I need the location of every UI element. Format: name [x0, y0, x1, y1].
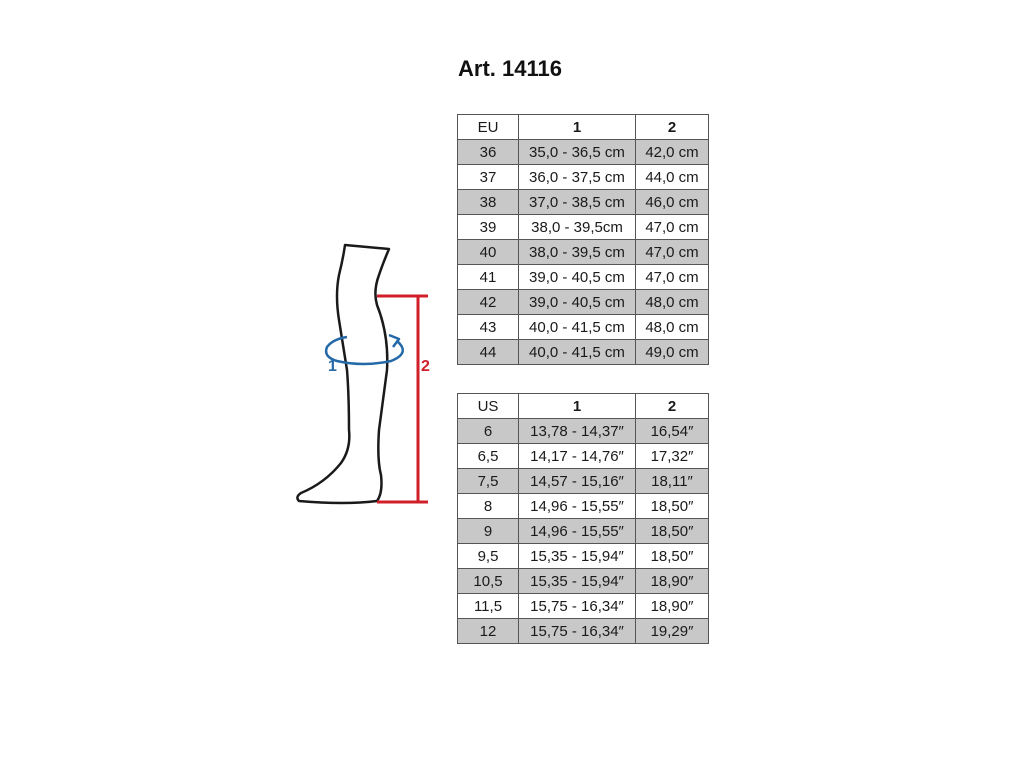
cell-circumference: 15,35 - 15,94″ [519, 544, 636, 569]
cell-size: 7,5 [458, 469, 519, 494]
header-size: EU [458, 115, 519, 140]
cell-size: 11,5 [458, 594, 519, 619]
cell-circumference: 15,75 - 16,34″ [519, 594, 636, 619]
leg-outline-icon [297, 245, 389, 503]
table-header-row [458, 115, 709, 140]
header-size: US [458, 394, 519, 419]
cell-circumference: 14,96 - 15,55″ [519, 519, 636, 544]
cell-size: 43 [458, 315, 519, 340]
cell-circumference: 40,0 - 41,5 cm [519, 315, 636, 340]
us-size-table [457, 393, 709, 644]
cell-height: 47,0 cm [636, 265, 709, 290]
cell-height: 18,90″ [636, 569, 709, 594]
table-row [458, 140, 709, 165]
cell-size: 40 [458, 240, 519, 265]
cell-height: 18,50″ [636, 544, 709, 569]
cell-height: 48,0 cm [636, 290, 709, 315]
cell-circumference: 36,0 - 37,5 cm [519, 165, 636, 190]
cell-size: 38 [458, 190, 519, 215]
cell-size: 10,5 [458, 569, 519, 594]
table-row [458, 544, 709, 569]
header-circumference: 1 [519, 394, 636, 419]
cell-height: 18,11″ [636, 469, 709, 494]
cell-height: 16,54″ [636, 419, 709, 444]
table-row [458, 494, 709, 519]
cell-circumference: 35,0 - 36,5 cm [519, 140, 636, 165]
header-circumference: 1 [519, 115, 636, 140]
cell-circumference: 15,35 - 15,94″ [519, 569, 636, 594]
table-row [458, 569, 709, 594]
table-row [458, 519, 709, 544]
table-row [458, 619, 709, 644]
table-row [458, 594, 709, 619]
cell-size: 41 [458, 265, 519, 290]
cell-size: 8 [458, 494, 519, 519]
cell-circumference: 14,17 - 14,76″ [519, 444, 636, 469]
cell-circumference: 40,0 - 41,5 cm [519, 340, 636, 365]
cell-height: 18,90″ [636, 594, 709, 619]
cell-circumference: 14,57 - 15,16″ [519, 469, 636, 494]
cell-circumference: 15,75 - 16,34″ [519, 619, 636, 644]
cell-height: 48,0 cm [636, 315, 709, 340]
cell-size: 37 [458, 165, 519, 190]
cell-size: 6,5 [458, 444, 519, 469]
table-row [458, 240, 709, 265]
page-title: Art. 14116 [458, 56, 562, 81]
cell-circumference: 39,0 - 40,5 cm [519, 265, 636, 290]
cell-height: 17,32″ [636, 444, 709, 469]
cell-height: 18,50″ [636, 494, 709, 519]
cell-circumference: 14,96 - 15,55″ [519, 494, 636, 519]
circumference-label: 1 [328, 358, 337, 375]
table-row [458, 469, 709, 494]
table-row [458, 419, 709, 444]
table-row [458, 315, 709, 340]
table-row [458, 190, 709, 215]
table-row [458, 340, 709, 365]
cell-circumference: 38,0 - 39,5 cm [519, 240, 636, 265]
cell-size: 6 [458, 419, 519, 444]
cell-height: 47,0 cm [636, 240, 709, 265]
cell-height: 19,29″ [636, 619, 709, 644]
header-height: 2 [636, 115, 709, 140]
cell-height: 44,0 cm [636, 165, 709, 190]
cell-height: 18,50″ [636, 519, 709, 544]
cell-circumference: 13,78 - 14,37″ [519, 419, 636, 444]
cell-height: 42,0 cm [636, 140, 709, 165]
header-height: 2 [636, 394, 709, 419]
eu-size-table [457, 114, 709, 365]
cell-size: 39 [458, 215, 519, 240]
leg-diagram [285, 235, 445, 525]
cell-height: 47,0 cm [636, 215, 709, 240]
cell-size: 9,5 [458, 544, 519, 569]
table-row [458, 265, 709, 290]
cell-size: 44 [458, 340, 519, 365]
cell-size: 12 [458, 619, 519, 644]
cell-circumference: 37,0 - 38,5 cm [519, 190, 636, 215]
cell-size: 9 [458, 519, 519, 544]
table-row [458, 215, 709, 240]
cell-height: 49,0 cm [636, 340, 709, 365]
cell-size: 42 [458, 290, 519, 315]
table-row [458, 290, 709, 315]
cell-size: 36 [458, 140, 519, 165]
cell-height: 46,0 cm [636, 190, 709, 215]
table-row [458, 444, 709, 469]
cell-circumference: 39,0 - 40,5 cm [519, 290, 636, 315]
height-label: 2 [421, 358, 430, 375]
table-row [458, 165, 709, 190]
cell-circumference: 38,0 - 39,5cm [519, 215, 636, 240]
table-header-row [458, 394, 709, 419]
